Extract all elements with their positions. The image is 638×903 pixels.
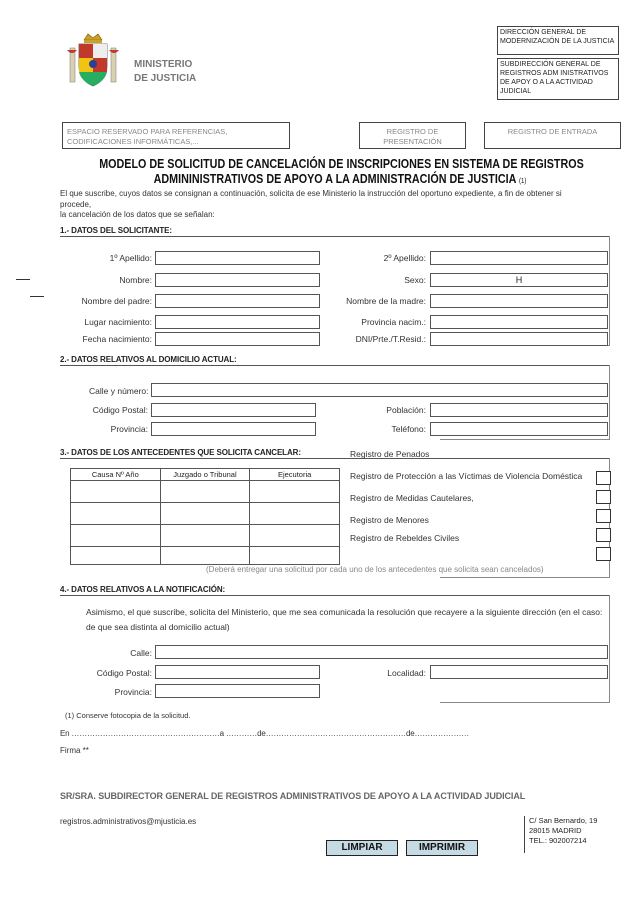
notif-calle-input[interactable] xyxy=(155,645,608,659)
notif-provincia-input[interactable] xyxy=(155,684,320,698)
address-block xyxy=(524,816,621,853)
table-cell-input[interactable] xyxy=(160,547,250,565)
registro-menores-label: Registro de Menores xyxy=(350,515,429,525)
nombre-madre-input[interactable] xyxy=(430,294,608,308)
table-cell-input[interactable] xyxy=(71,503,161,525)
table-header-row xyxy=(71,469,340,481)
intro-line3: la cancelación de los datos que se señalan: xyxy=(60,210,215,219)
registro-victimas-checkbox[interactable] xyxy=(596,490,611,504)
coat-of-arms-icon xyxy=(62,30,124,92)
title-note-ref: (1) xyxy=(518,178,527,185)
margin-mark xyxy=(16,279,30,280)
table-row xyxy=(71,547,340,565)
section4-title: 4.- DATOS RELATIVOS A LA NOTIFICACIÓN: xyxy=(60,585,226,594)
sexo-label: Sexo: xyxy=(404,275,426,285)
calle-numero-label: Calle y número: xyxy=(89,386,149,396)
nombre-padre-input[interactable] xyxy=(155,294,320,308)
signature-place-date: En …………………………………………………a …………de………………………………………………de………………… xyxy=(60,729,470,738)
apellido1-label: 1º Apellido: xyxy=(109,253,152,263)
recipient-title: SR/SRA. SUBDIRECTOR GENERAL DE REGISTROS ADMINISTRATIVOS DE APOYO A LA ACTIVIDAD JUDICIAL xyxy=(60,791,526,801)
table-row xyxy=(71,525,340,547)
limpiar-button[interactable]: LIMPIAR xyxy=(326,840,398,856)
telefono-input[interactable] xyxy=(430,422,608,436)
registro-victimas-label: Registro de Protección a las Víctimas de Violencia Doméstica xyxy=(350,471,583,481)
antecedentes-note: (Deberá entregar una solicitud por cada uno de los antecedentes que solicita sean cancelados) xyxy=(206,565,544,574)
address-line1: C/ San Bernardo, 19 xyxy=(529,816,598,825)
col-juzgado-header: Juzgado o Tribunal xyxy=(160,469,250,481)
notif-localidad-label: Localidad: xyxy=(387,668,426,678)
table-cell-input[interactable] xyxy=(160,525,250,547)
ministry-line2: DE JUSTICIA xyxy=(134,73,197,84)
notif-calle-label: Calle: xyxy=(130,648,152,658)
direccion-general-box xyxy=(497,26,619,55)
margin-mark xyxy=(30,296,44,297)
poblacion-input[interactable] xyxy=(430,403,608,417)
calle-numero-input[interactable] xyxy=(151,383,608,397)
col-causa-header: Causa Nº Año xyxy=(71,469,161,481)
referencias-box xyxy=(62,122,290,149)
registro-presentacion-text: REGISTRO DE PRESENTACIÓN xyxy=(383,127,442,146)
notificacion-line1: Asimismo, el que suscribe, solicita del Ministerio, que me sea comunicada la resolución que recayere a la siguiente dirección (en el caso: xyxy=(86,607,603,617)
codigo-postal-label: Código Postal: xyxy=(92,405,148,415)
notif-codigo-postal-input[interactable] xyxy=(155,665,320,679)
subdireccion-box xyxy=(497,58,619,100)
address-line2: 28015 MADRID xyxy=(529,826,582,835)
table-cell-input[interactable] xyxy=(250,503,340,525)
table-cell-input[interactable] xyxy=(250,481,340,503)
apellido2-input[interactable] xyxy=(430,251,608,265)
poblacion-label: Población: xyxy=(386,405,426,415)
intro-text xyxy=(60,189,620,221)
form-title-line2: ADMININISTRATIVOS DE APOYO A LA ADMINISTRACIÓN DE JUSTICIA xyxy=(153,172,516,186)
registro-penados-checkbox[interactable] xyxy=(596,471,611,485)
table-cell-input[interactable] xyxy=(250,525,340,547)
sexo-select[interactable] xyxy=(430,273,608,287)
provincia-nacim-label: Provincia nacim.: xyxy=(361,317,426,327)
registro-rebeldes-checkbox[interactable] xyxy=(596,547,611,561)
dni-label: DNI/Prte./T.Resid.: xyxy=(355,334,426,344)
nombre-padre-label: Nombre del padre: xyxy=(81,296,152,306)
lugar-nacimiento-input[interactable] xyxy=(155,315,320,329)
registro-penados-label: Registro de Penados xyxy=(350,449,430,459)
apellido1-input[interactable] xyxy=(155,251,320,265)
table-cell-input[interactable] xyxy=(250,547,340,565)
nombre-madre-label: Nombre de la madre: xyxy=(346,296,426,306)
provincia-label: Provincia: xyxy=(110,424,148,434)
apellido2-label: 2º Apellido: xyxy=(383,253,426,263)
firma-label: Firma ** xyxy=(60,746,89,755)
registro-cautelares-checkbox[interactable] xyxy=(596,509,611,523)
imprimir-button[interactable]: IMPRIMIR xyxy=(406,840,478,856)
section1-title: 1.- DATOS DEL SOLICITANTE: xyxy=(60,226,172,235)
notificacion-text xyxy=(86,605,610,635)
registro-rebeldes-label: Registro de Rebeldes Civiles xyxy=(350,533,460,543)
registro-presentacion-box xyxy=(359,122,466,149)
referencias-text: ESPACIO RESERVADO PARA REFERENCIAS, CODIFICACIONES INFORMÁTICAS,... xyxy=(67,127,228,146)
form-title xyxy=(60,157,620,189)
table-cell-input[interactable] xyxy=(160,503,250,525)
sexo-value: H xyxy=(515,275,523,285)
form-title-line1: MODELO DE SOLICITUD DE CANCELACIÓN DE INSCRIPCIONES EN SISTEMA DE REGISTROS xyxy=(99,157,584,171)
lugar-nacimiento-label: Lugar nacimiento: xyxy=(84,317,152,327)
telefono-label: Teléfono: xyxy=(391,424,426,434)
table-row xyxy=(71,481,340,503)
nombre-label: Nombre: xyxy=(119,275,152,285)
dni-input[interactable] xyxy=(430,332,608,346)
direccion-general-text: DIRECCIÓN GENERAL DE MODERNIZACIÓN DE LA JUSTICIA xyxy=(500,29,615,45)
notif-codigo-postal-label: Código Postal: xyxy=(96,668,152,678)
ministry-line1: MINISTERIO xyxy=(134,59,193,70)
registro-entrada-text: REGISTRO DE ENTRADA xyxy=(507,127,598,136)
table-cell-input[interactable] xyxy=(71,481,161,503)
section3-title: 3.- DATOS DE LOS ANTECEDENTES QUE SOLICITA CANCELAR: xyxy=(60,448,301,457)
registro-menores-checkbox[interactable] xyxy=(596,528,611,542)
notif-provincia-label: Provincia: xyxy=(114,687,152,697)
address-line3: TEL.: 902007214 xyxy=(529,836,587,845)
col-ejecutoria-header: Ejecutoria xyxy=(250,469,340,481)
registro-entrada-box xyxy=(484,122,621,149)
table-cell-input[interactable] xyxy=(71,525,161,547)
codigo-postal-input[interactable] xyxy=(151,403,316,417)
table-cell-input[interactable] xyxy=(71,547,161,565)
subdireccion-text: SUBDIRECCIÓN GENERAL DE REGISTROS ADM INISTRATIVOS DE APOY O A LA ACTIVIDAD JUDICIAL xyxy=(500,61,609,95)
table-row xyxy=(71,503,340,525)
provincia-input[interactable] xyxy=(151,422,316,436)
notificacion-line2: de que sea distinta al domicilio actual) xyxy=(86,622,230,632)
table-cell-input[interactable] xyxy=(160,481,250,503)
ministry-name xyxy=(134,58,196,86)
footnote: (1) Conserve fotocopia de la solicitud. xyxy=(65,711,191,720)
contact-email: registros.administrativos@mjusticia.es xyxy=(60,817,197,826)
fecha-nacimiento-input[interactable] xyxy=(155,332,320,346)
fecha-nacimiento-label: Fecha nacimiento: xyxy=(82,334,152,344)
section2-title: 2.- DATOS RELATIVOS AL DOMICILIO ACTUAL: xyxy=(60,355,237,364)
provincia-nacim-input[interactable] xyxy=(430,315,608,329)
intro-line2: procede, xyxy=(60,199,92,209)
notif-localidad-input[interactable] xyxy=(430,665,608,679)
nombre-input[interactable] xyxy=(155,273,320,287)
antecedentes-table xyxy=(70,468,340,565)
registro-cautelares-label: Registro de Medidas Cautelares, xyxy=(350,493,474,503)
intro-line1: El que suscribe, cuyos datos se consignan a continuación, solicita de ese Ministerio la instrucción del oportuno expediente, a fin de obtener si xyxy=(60,189,562,198)
